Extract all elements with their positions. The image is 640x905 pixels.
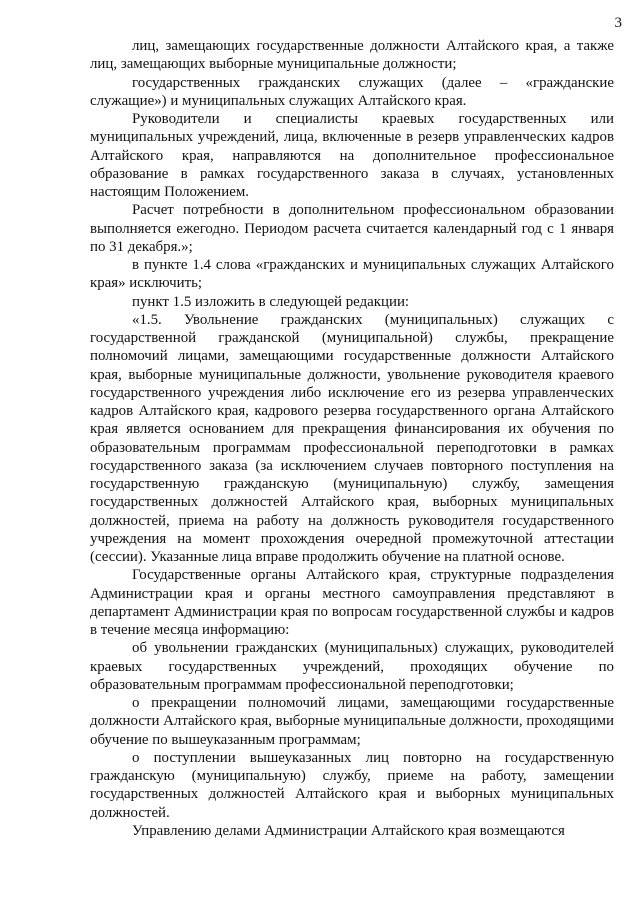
paragraph: Расчет потребности в дополнительном профессиональном образовании выполняется ежегодно. Периодом расчета считается календарный год с 1 января по 31 декабря.»; (90, 202, 614, 255)
paragraph: в пункте 1.4 слова «гражданских и муниципальных служащих Алтайского края» исключить; (90, 257, 614, 292)
paragraph: «1.5. Увольнение гражданских (муниципальных) служащих с государственной гражданской (муниципальной) службы, прекращение полномочий лицами, замещающими государственные должности Алтайского края, выборные муниципальные должности, увольнение руководителя краевого государственного учреждения либо исключение его из резерва управленческих кадров Алтайского края, кадрового резерва государственного органа Алтайского края является основанием для прекращения финансирования их обучения по образовательным программам профессиональной переподготовки в рамках государственного заказа (за исключением случаев повторного поступления на государственную гражданскую (муниципальную) службу, замещения государственных должностей Алтайского края, выборных муниципальных должностей, приема на работу на должность руководителя государственного учреждения на момент прохождения очередной промежуточной аттестации (сессии). Указанные лица вправе продолжить обучение на платной основе. (90, 311, 614, 565)
paragraph: Государственные органы Алтайского края, структурные подразделения Администрации края и органы местного самоуправления представляют в департамент Администрации края по вопросам государственной службы и кадров в течение месяца информацию: (90, 567, 614, 638)
paragraph: о прекращении полномочий лицами, замещающими государственные должности Алтайского края, выборные муниципальные должности, проходящими обучение по вышеуказанным программам; (90, 695, 614, 748)
paragraph: Управлению делами Администрации Алтайского края возмещаются (132, 822, 565, 839)
paragraph: о поступлении вышеуказанных лиц повторно на государственную гражданскую (муниципальную) службу, приеме на работу, замещении государственных должностей Алтайского края и выборных муниципальных должностей. (90, 749, 614, 821)
paragraph: об увольнении гражданских (муниципальных) служащих, руководителей краевых государственных учреждений, проходящих обучение по образовательным программам профессиональной переподготовки; (90, 640, 614, 693)
paragraph: лиц, замещающих государственные должности Алтайского края, а также лиц, замещающих выборные муниципальные должности; (90, 38, 614, 73)
paragraph: государственных гражданских служащих (далее – «гражданские служащие») и муниципальных служащих Алтайского края. (90, 74, 614, 109)
page-number: 3 (614, 15, 622, 31)
paragraph: Руководители и специалисты краевых государственных или муниципальных учреждений, лица, включенные в резерв управленческих кадров Алтайского края, направляются на дополнительное профессиональное образование в рамках государственного заказа в случаях, установленных настоящим Положением. (90, 111, 614, 200)
document-body (90, 37, 614, 840)
paragraph: пункт 1.5 изложить в следующей редакции: (132, 293, 410, 310)
